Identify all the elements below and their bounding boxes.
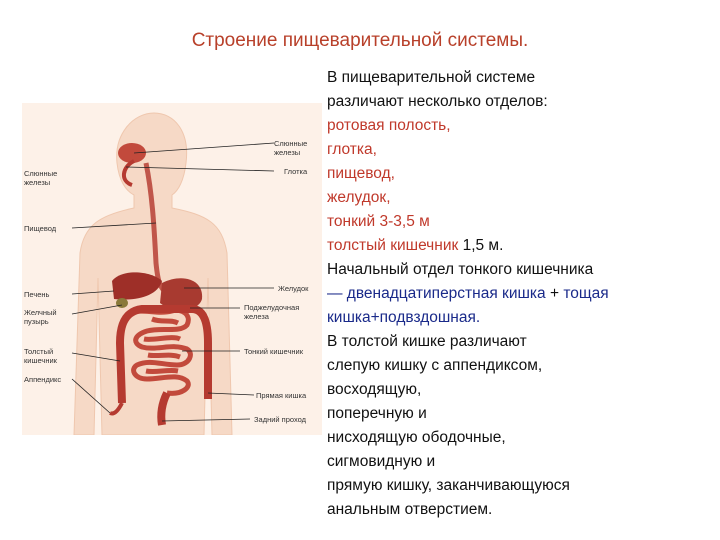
text-line: слепую кишку с аппендиксом, (327, 357, 543, 374)
label-rectum: Задний проход (254, 415, 307, 424)
label-liver: Печень (24, 290, 50, 299)
label-small-intestine: Тонкий кишечник (244, 347, 303, 356)
organ-list-item (327, 210, 707, 234)
large-intestine-name: толстый кишечник (327, 237, 459, 254)
label-stomach: Желудок (278, 284, 309, 293)
text-line: сигмовидную и (327, 453, 436, 470)
text-line: различают несколько отделов: (327, 93, 548, 110)
text-line (327, 282, 707, 306)
duodenum-text: — двенадцатиперстная кишка (327, 285, 550, 302)
text-line: В толстой кишке различают (327, 333, 527, 350)
text-line: прямую кишку, заканчивающуюся (327, 477, 570, 494)
label-large-intestine: Толстый кишечник (24, 347, 57, 365)
organ-list-item: глотка, (327, 141, 377, 158)
text-line: поперечную и (327, 405, 427, 422)
label-esophagus: Пищевод (24, 224, 57, 233)
gallbladder (116, 298, 128, 308)
small-intestine-name: тонкий (327, 213, 380, 230)
label-appendix: Аппендикс (24, 375, 62, 384)
organ-list-item: желудок, (327, 189, 391, 206)
small-intestine-length: 3-3,5 м (379, 213, 430, 230)
organ-list-item: пищевод, (327, 165, 395, 182)
organ-list-item (327, 234, 707, 258)
label-salivary-right: Слюнные железы (274, 139, 308, 157)
text-line: В пищеварительной системе (327, 69, 536, 86)
body-text (327, 66, 707, 522)
label-gallbladder: Желчный пузырь (24, 308, 57, 326)
label-salivary-left: Слюнные железы (24, 169, 58, 187)
organ-list-item: ротовая полость, (327, 117, 451, 134)
plus-sign: + (549, 285, 560, 302)
digestive-system-figure (22, 103, 322, 435)
label-pancreas: Поджелудочная железа (244, 303, 300, 321)
text-line: анальным отверстием. (327, 501, 493, 518)
text-line: кишка+подвздошная. (327, 309, 481, 326)
large-intestine-length: 1,5 м. (458, 237, 504, 254)
text-line: нисходящую ободочные, (327, 429, 506, 446)
text-line: Начальный отдел тонкого кишечника (327, 261, 594, 278)
jejunum-text: тощая (559, 285, 609, 302)
label-pharynx: Глотка (284, 167, 308, 176)
label-colon-sigmoid: Прямая кишка (256, 391, 307, 400)
slide-title: Строение пищеварительной системы. (191, 30, 529, 51)
text-line: восходящую, (327, 381, 422, 398)
